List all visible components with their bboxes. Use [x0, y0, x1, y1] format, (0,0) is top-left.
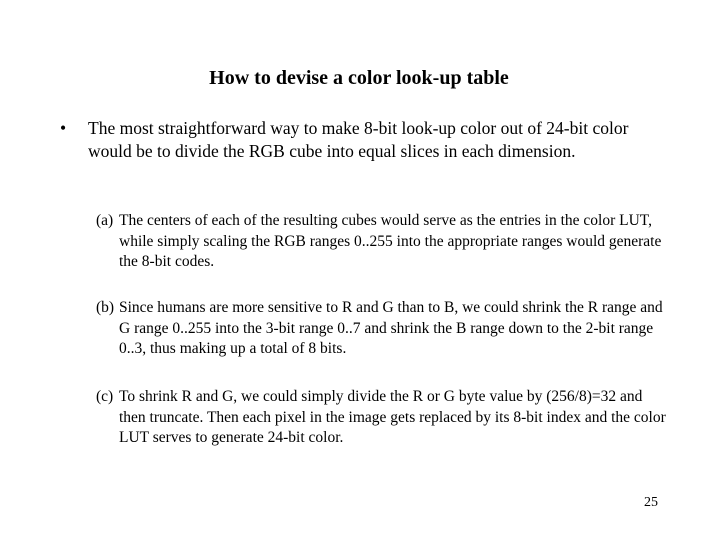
sub-item-c	[96, 387, 666, 449]
sub-item-label: (a)	[96, 212, 114, 229]
main-bullet-point	[60, 117, 650, 162]
page-number: 25	[644, 495, 658, 510]
bullet-marker: •	[60, 118, 67, 138]
bullet-text: The most straightforward way to make 8-bit look-up color out of 24-bit color would be to divide the RGB cube into equal slices in each dimension.	[88, 118, 629, 161]
sub-item-label: (b)	[96, 299, 115, 316]
sub-item-text: The centers of each of the resulting cubes would serve as the entries in the color LUT, while simply scaling the RGB ranges 0..255 into the appropriate ranges would generate the 8-bit codes.	[119, 212, 662, 270]
sub-item-text: To shrink R and G, we could simply divide the R or G byte value by (256/8)=32 and then truncate. Then each pixel in the image gets replaced by its 8-bit index and the color LUT serves to generate 24-bit color.	[119, 388, 666, 446]
sub-item-text: Since humans are more sensitive to R and G than to B, we could shrink the R range and G range 0..255 into the 3-bit range 0..7 and shrink the B range down to the 2-bit range 0..3, thus making up a total of 8 bits.	[119, 299, 663, 357]
sub-item-label: (c)	[96, 388, 114, 405]
sub-item-a	[96, 211, 666, 273]
slide-title: How to devise a color look-up table	[209, 67, 509, 89]
sub-item-b	[96, 298, 666, 360]
